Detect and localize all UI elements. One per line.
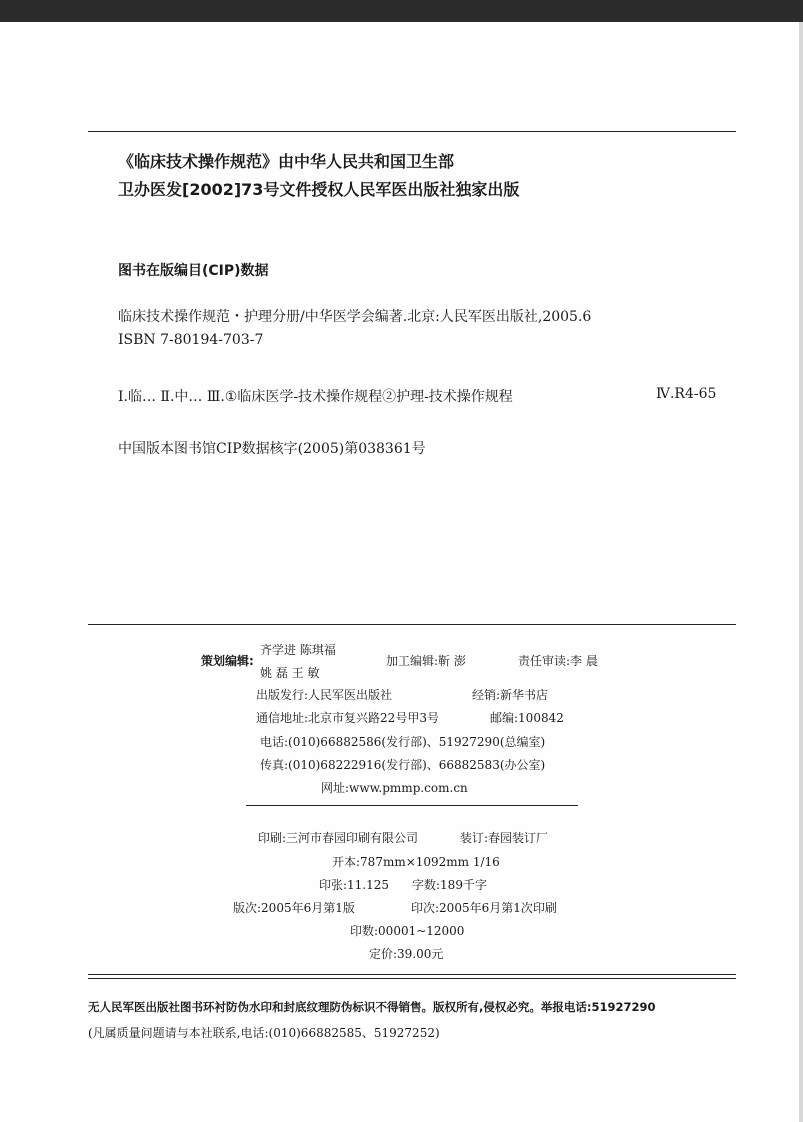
footer-rule-2 xyxy=(88,978,736,979)
authorization-line-2: 卫办医发[2002]73号文件授权人民军医出版社独家出版 xyxy=(118,180,520,199)
book-format: 开本:787mm×1092mm 1/16 xyxy=(332,855,500,869)
footer-rule-1 xyxy=(88,974,736,975)
quality-contact: (凡属质量问题请与本社联系,电话:(010)66882585、51927252) xyxy=(88,1026,440,1040)
printing-top-rule xyxy=(246,805,578,806)
cip-classification: Ⅰ.临… Ⅱ.中… Ⅲ.①临床医学-技术操作规程②护理-技术操作规程 xyxy=(118,389,513,405)
publisher-fax: 传真:(010)68222916(发行部)、66882583(办公室) xyxy=(260,758,546,772)
processing-editor: 加工编辑:靳 澎 xyxy=(386,654,466,668)
cip-title-line: 临床技术操作规范・护理分册/中华医学会编著.北京:人民军医出版社,2005.6 xyxy=(118,309,592,325)
authorization-line-1: 《临床技术操作规范》由中华人民共和国卫生部 xyxy=(118,152,455,171)
publisher-issuer: 出版发行:人民军医出版社 xyxy=(256,688,393,702)
scan-border-top xyxy=(0,0,803,22)
publisher-website: 网址:www.pmmp.com.cn xyxy=(321,781,468,795)
word-count: 字数:189千字 xyxy=(412,878,487,892)
cip-heading: 图书在版编目(CIP)数据 xyxy=(118,263,269,279)
cip-record-number: 中国版本图书馆CIP数据核字(2005)第038361号 xyxy=(118,441,426,457)
colophon-top-rule xyxy=(88,624,736,625)
anti-counterfeit-notice: 无人民军医出版社图书环衬防伪水印和封底纹理防伪标识不得销售。版权所有,侵权必究。举报电话:51927290 xyxy=(88,1000,656,1014)
binding: 装订:春园装订厂 xyxy=(460,831,549,845)
publisher-phone: 电话:(010)66882586(发行部)、51927290(总编室) xyxy=(260,735,546,749)
publisher-distributor: 经销:新华书店 xyxy=(472,688,549,702)
header-rule xyxy=(88,131,736,132)
planning-editor-label: 策划编辑: xyxy=(201,654,254,668)
print-run: 印数:00001~12000 xyxy=(350,924,465,938)
scan-border-right xyxy=(799,22,803,1122)
edition: 版次:2005年6月第1版 xyxy=(233,901,355,915)
impression: 印次:2005年6月第1次印刷 xyxy=(411,901,557,915)
planning-editors-row-1: 齐学进 陈琪福 xyxy=(260,643,336,657)
publisher-postcode: 邮编:100842 xyxy=(490,711,564,725)
publisher-address: 通信地址:北京市复兴路22号甲3号 xyxy=(256,711,439,725)
cip-class-code: Ⅳ.R4-65 xyxy=(656,386,717,402)
printer: 印刷:三河市春园印刷有限公司 xyxy=(258,831,419,845)
planning-editors-row-2: 姚 磊 王 敏 xyxy=(260,666,320,680)
responsible-reviewer: 责任审读:李 晨 xyxy=(518,654,598,668)
price: 定价:39.00元 xyxy=(369,947,444,961)
cip-isbn: ISBN 7-80194-703-7 xyxy=(118,332,264,348)
print-sheets: 印张:11.125 xyxy=(319,878,390,892)
